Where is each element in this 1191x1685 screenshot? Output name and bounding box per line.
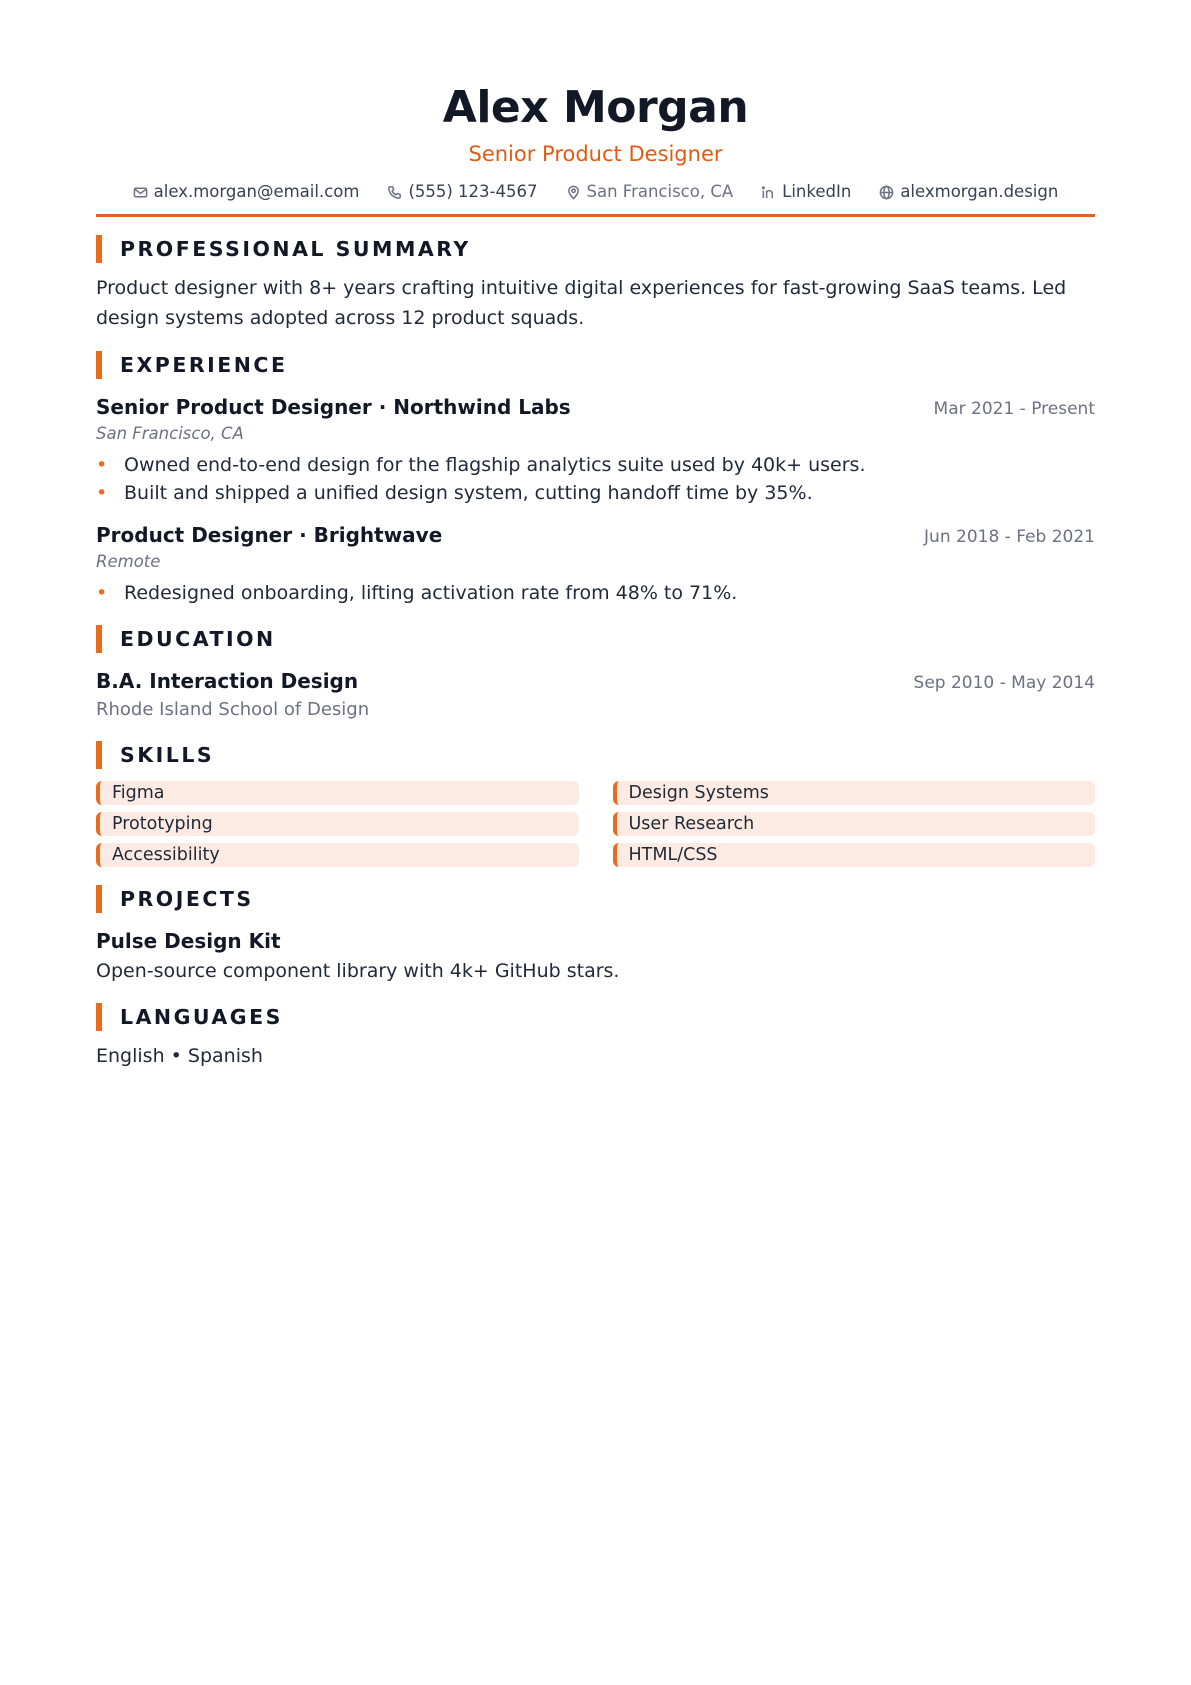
- job-entry: [96, 521, 1095, 607]
- contact-location: [566, 180, 734, 204]
- linkedin-icon: [761, 185, 776, 200]
- languages-section: [96, 1003, 1095, 1071]
- location-text: San Francisco, CA: [586, 182, 734, 201]
- website-text: alexmorgan.design: [900, 182, 1059, 201]
- skill-chip: Figma: [96, 781, 579, 805]
- globe-icon: [879, 185, 894, 200]
- job-title: Product Designer · Brightwave: [96, 523, 443, 547]
- job-location: Remote: [96, 552, 161, 571]
- phone-text: (555) 123-4567: [408, 182, 538, 201]
- education-heading: EDUCATION: [96, 625, 1095, 653]
- linkedin-text: LinkedIn: [782, 182, 852, 201]
- skills-grid: [96, 781, 1095, 867]
- job-location: San Francisco, CA: [96, 424, 244, 443]
- job-bullet: • Redesigned onboarding, lifting activation rate from 48% to 71%.: [96, 579, 1095, 607]
- project-description: Open-source component library with 4k+ GitHub stars.: [96, 960, 620, 982]
- skills-heading: SKILLS: [96, 741, 1095, 769]
- job-bullets: [96, 579, 1095, 607]
- skill-chip: Accessibility: [96, 843, 579, 867]
- job-header: [96, 521, 1095, 549]
- projects-section: [96, 885, 1095, 985]
- project-title: Pulse Design Kit: [96, 929, 281, 953]
- resume-header: [96, 0, 1095, 217]
- location-pin-icon: [566, 185, 581, 200]
- contact-email[interactable]: [133, 180, 360, 204]
- education-entry: [96, 667, 1095, 723]
- languages-text: English • Spanish: [96, 1045, 263, 1067]
- summary-section: [96, 235, 1095, 333]
- contact-linkedin[interactable]: [761, 180, 851, 204]
- job-entry: [96, 393, 1095, 507]
- skill-chip: User Research: [613, 812, 1096, 836]
- skill-chip: Design Systems: [613, 781, 1096, 805]
- school-name: Rhode Island School of Design: [96, 699, 370, 720]
- education-dates: Sep 2010 - May 2014: [913, 673, 1095, 693]
- education-section: [96, 625, 1095, 723]
- job-bullet: • Built and shipped a unified design system, cutting handoff time by 35%.: [96, 479, 1095, 507]
- languages-heading: LANGUAGES: [96, 1003, 1095, 1031]
- email-text: alex.morgan@email.com: [153, 182, 360, 201]
- candidate-role: Senior Product Designer: [468, 142, 723, 166]
- contact-website[interactable]: [879, 180, 1058, 204]
- experience-heading: EXPERIENCE: [96, 351, 1095, 379]
- job-header: [96, 393, 1095, 421]
- mail-icon: [133, 185, 148, 200]
- experience-section: [96, 351, 1095, 607]
- skill-chip: HTML/CSS: [613, 843, 1096, 867]
- job-dates: Jun 2018 - Feb 2021: [924, 527, 1095, 547]
- contact-phone[interactable]: [387, 180, 537, 204]
- phone-icon: [387, 185, 402, 200]
- job-bullets: [96, 451, 1095, 507]
- projects-heading: PROJECTS: [96, 885, 1095, 913]
- education-header: [96, 667, 1095, 695]
- candidate-name: Alex Morgan: [442, 82, 749, 133]
- summary-text: Product designer with 8+ years crafting intuitive digital experiences for fast-growing SaaS teams. Led design systems adopted across 12 product squads.: [96, 277, 1067, 329]
- summary-heading: PROFESSIONAL SUMMARY: [96, 235, 1095, 263]
- job-dates: Mar 2021 - Present: [933, 399, 1095, 419]
- job-bullet: • Owned end-to-end design for the flagship analytics suite used by 40k+ users.: [96, 451, 1095, 479]
- skills-section: [96, 741, 1095, 867]
- job-title: Senior Product Designer · Northwind Labs: [96, 395, 571, 419]
- degree-title: B.A. Interaction Design: [96, 669, 359, 693]
- contact-bar: [96, 180, 1095, 217]
- skill-chip: Prototyping: [96, 812, 579, 836]
